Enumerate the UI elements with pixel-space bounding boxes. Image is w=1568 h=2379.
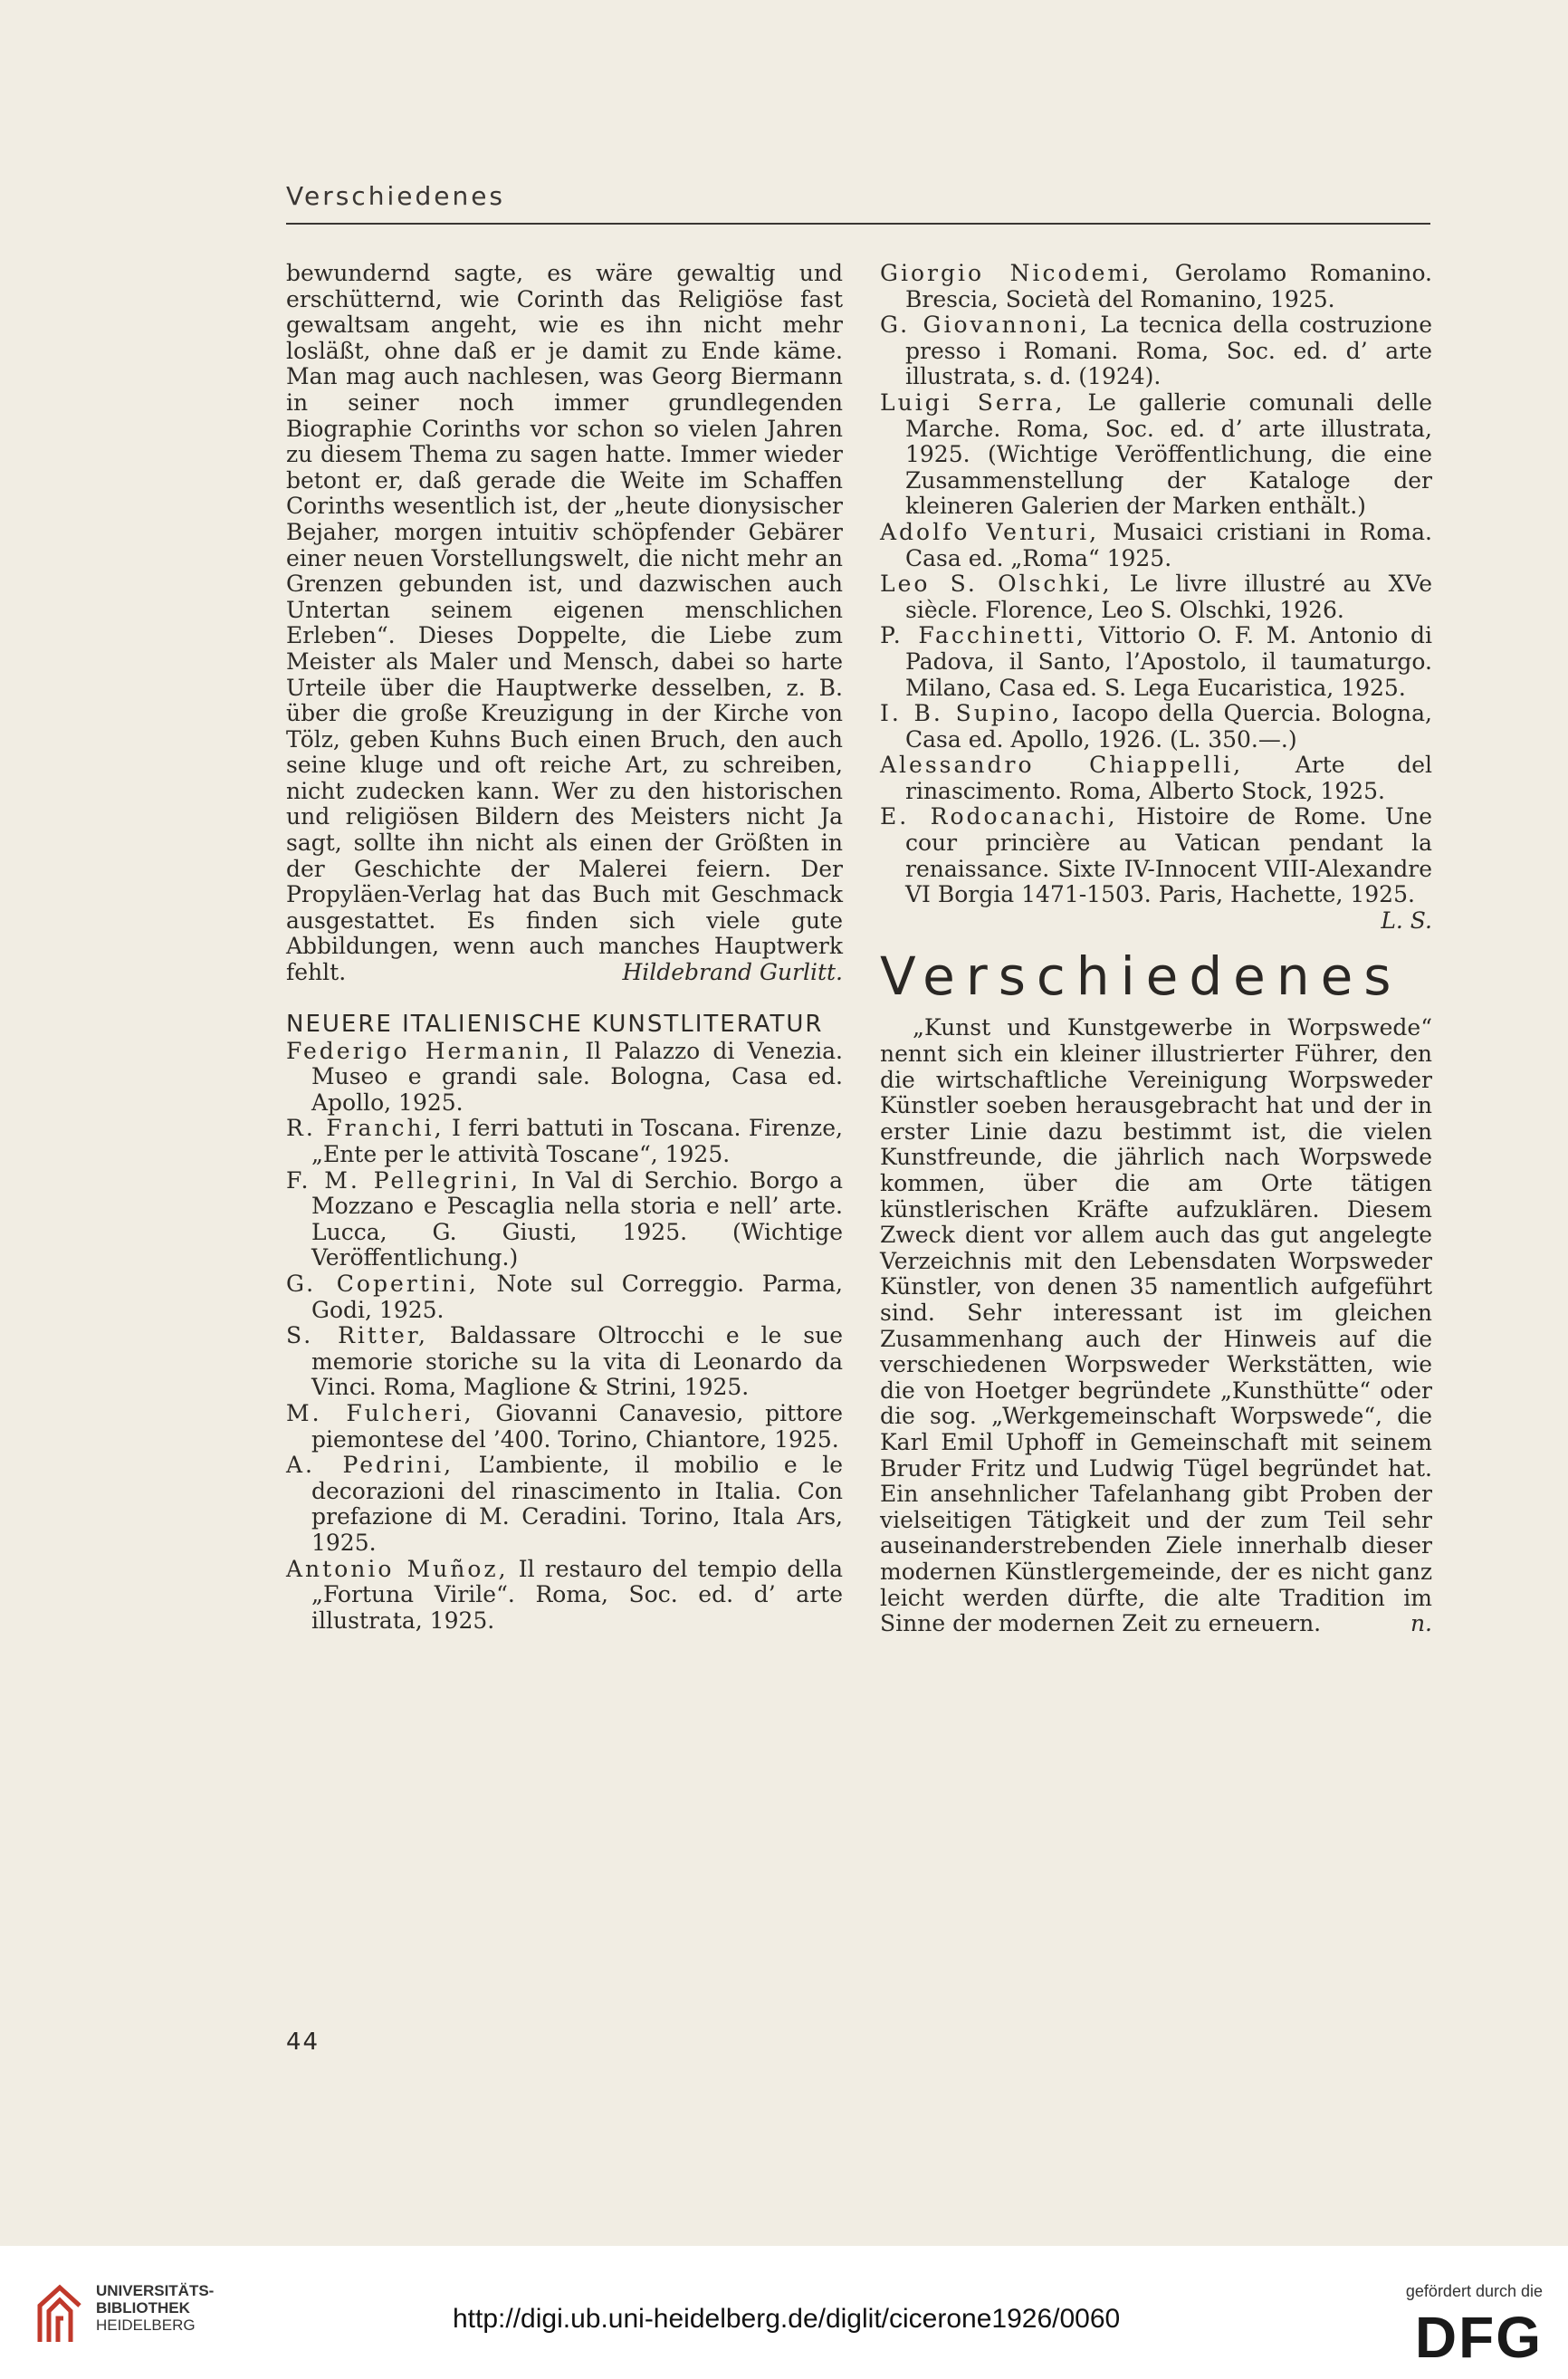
- section-heading: NEUERE ITALIENISCHE KUNSTLITERATUR: [286, 1010, 824, 1038]
- worpswede-paragraph: [880, 1015, 1432, 1636]
- bib-entry: [880, 312, 1432, 390]
- library-logo-icon: [33, 2278, 87, 2351]
- bib-text: L’ambiente, il mobilio e le decorazioni del rinascimento in Italia. Con prefazione di M. Ceradini. Torino, Itala Ars, 1925.: [311, 1452, 843, 1556]
- bib-entry: [880, 571, 1432, 623]
- bib-entry: [286, 1271, 843, 1323]
- bib-text: Giovanni Canavesio, pittore piemontese del ’400. Torino, Chiantore, 1925.: [311, 1399, 843, 1453]
- bib-author: F. M. Pellegrini,: [286, 1166, 521, 1194]
- right-column: [880, 261, 1432, 1637]
- bib-text: Arte del rinascimento. Roma, Alberto Stock, 1925.: [905, 752, 1432, 804]
- bib-signature: L. S.: [1381, 907, 1432, 934]
- bib-entry: [880, 623, 1432, 701]
- bib-author: Luigi Serra,: [880, 389, 1066, 416]
- bib-author: A. Pedrini,: [286, 1452, 454, 1479]
- bib-author: Giorgio Nicodemi,: [880, 260, 1152, 286]
- library-name: UNIVERSITÄTS- BIBLIOTHEK HEIDELBERG: [96, 2282, 215, 2334]
- bib-author: S. Ritter,: [286, 1322, 428, 1349]
- bib-text: Iacopo della Quercia. Bologna, Casa ed. Apollo, 1926. (L. 350.—.): [905, 700, 1432, 753]
- bib-text: Vittorio O. F. M. Antonio di Padova, il Santo, l’Apostolo, il taumaturgo. Milano, Casa ed. S. Lega Eucaristica, 1925.: [905, 622, 1432, 701]
- bib-entry: [880, 390, 1432, 520]
- digitization-footer: [0, 2246, 1568, 2379]
- worpswede-text: „Kunst und Kunstgewerbe in Worpswede“ nennt sich ein kleiner illustrierter Führer, den die wirtschaftliche Vereinigung Worpsweder Künstler soeben herausgebracht hat und der in erster Linie dazu bestimmt ist, die vielen Kunstfreunde, die jährlich nach Worpswede kommen, über die am Orte tätigen künstlerischen Kräfte aufzuklären. Diesem Zweck dient vor allem auch das gut angelegte Verzeichnis mit den Lebensdaten Worpsweder Künstler, von denen 35 namentlich aufgeführt sind. Sehr interessant ist im gleichen Zusammenhang auch der Hinweis auf die verschiedenen Worpsweder Werkstätten, wie die von Hoetger begründete „Kunsthütte“ oder die sog. „Werkgemeinschaft Worpswede“, die Karl Emil Uphoff in Gemeinschaft mit seinem Bruder Fritz und Ludwig Tügel begründet hat. Ein ansehnlicher Tafelanhang gibt Proben der vielseitigen Tätigkeit und der zum Teil sehr auseinanderstrebenden Ziele innerhalb dieser modernen Künstlergemeinde, der es nicht ganz leicht werden dürfte, die alte Tradition im Sinne der modernen Zeit zu erneuern.: [880, 1014, 1432, 1637]
- bib-entry: [286, 1401, 843, 1453]
- bib-text: Il Palazzo di Venezia. Museo e grandi sale. Bologna, Casa ed. Apollo, 1925.: [311, 1037, 843, 1116]
- bib-text: In Val di Serchio. Borgo a Mozzano e Pescaglia nella storia e nell’ arte. Lucca, G. Giusti, 1925. (Wichtige Veröffentlichung.): [311, 1166, 843, 1271]
- bib-text: I ferri battuti in Toscana. Firenze, „Ente per le attività Toscane“, 1925.: [311, 1115, 843, 1167]
- bib-entry: [880, 261, 1432, 312]
- worpswede-signature: n.: [1410, 1610, 1432, 1637]
- dfg-logo: DFG: [1414, 2305, 1543, 2370]
- review-signature: Hildebrand Gurlitt.: [622, 959, 843, 986]
- bib-author: I. B. Supino,: [880, 700, 1062, 727]
- bib-text: Note sul Correggio. Parma, Godi, 1925.: [311, 1270, 843, 1323]
- bib-text: Gerolamo Romanino. Brescia, Società del Romanino, 1925.: [905, 260, 1433, 312]
- bib-text: Musaici cristiani in Roma. Casa ed. „Roma“ 1925.: [905, 518, 1432, 571]
- bib-text: Histoire de Rome. Une cour princière au Vatican pendant la renaissance. Sixte IV-Innocent VIII-Alexandre VI Borgia 1471-1503. Paris, Hachette, 1925.: [905, 803, 1433, 908]
- bib-entry: [286, 1557, 843, 1635]
- bib-text: Le gallerie comunali delle Marche. Roma, Soc. ed. d’ arte illustrata, 1925. (Wichtige Veröffentlichung, die eine Zusammenstellung der Kataloge der kleineren Galerien der Marken enthält.): [905, 389, 1433, 520]
- bib-entry: [880, 520, 1432, 571]
- header-rule: [286, 223, 1430, 225]
- permalink-url[interactable]: http://digi.ub.uni-heidelberg.de/diglit/cicerone1926/0060: [453, 2304, 1121, 2334]
- bibliography-list-left: [286, 1039, 843, 1635]
- left-column: [286, 261, 843, 1634]
- page-number: 44: [286, 2029, 320, 2056]
- bib-author: R. Franchi,: [286, 1115, 445, 1142]
- section-title-verschiedenes: Verschiedenes: [880, 945, 1402, 1008]
- bib-text: Baldassare Oltrocchi e le sue memorie storiche su la vita di Leonardo da Vinci. Roma, Maglione & Strini, 1925.: [311, 1322, 843, 1401]
- bib-text: La tecnica della costruzione presso i Romani. Roma, Soc. ed. d’ arte illustrata, s. d. (1924).: [905, 312, 1432, 390]
- bib-entry: [286, 1453, 843, 1556]
- bib-entry: [286, 1323, 843, 1401]
- bib-entry: [286, 1116, 843, 1167]
- bib-entry: [880, 753, 1432, 804]
- bib-entry: [286, 1039, 843, 1117]
- review-paragraph: [286, 261, 843, 986]
- funding-note: gefördert durch die: [1405, 2282, 1543, 2300]
- running-head: Verschiedenes: [286, 181, 506, 211]
- bibliography-list-right: [880, 261, 1432, 934]
- bib-entry: [880, 701, 1432, 753]
- review-text: bewundernd sagte, es wäre gewaltig und erschütternd, wie Corinth das Religiöse fast gewaltsam angeht, wie es ihn nicht mehr losläßt, ohne daß er je damit zu Ende käme. Man mag auch nachlesen, was Georg Biermann in seiner noch immer grundlegenden Biographie Corinths vor schon so vielen Jahren zu diesem Thema zu sagen hatte. Immer wieder betont er, daß gerade die Weite im Schaffen Corinths wesentlich ist, der „heute dionysischer Bejaher, morgen intuitiv schöpfender Gebärer einer neuen Vorstellungswelt, die nicht mehr an Grenzen gebunden ist, und dazwischen auch Untertan seinem eigenen menschlichen Erleben“. Dieses Doppelte, die Liebe zum Meister als Maler und Mensch, dabei so harte Urteile über die Hauptwerke desselben, z. B. über die große Kreuzigung in der Kirche von Tölz, geben Kuhns Buch einen Bruch, den auch seine kluge und oft reiche Art, zu schreiben, nicht zudecken kann. Wer zu den historischen und religiösen Bildern des Meisters nicht Ja sagt, sollte ihn nicht als einen der Größten in der Geschichte der Malerei feiern. Der Propyläen-Verlag hat das Buch mit Geschmack ausgestattet. Es finden sich viele gute Abbildungen, wenn auch manches Hauptwerk fehlt.: [286, 260, 843, 986]
- bib-entry: [286, 1168, 843, 1271]
- bib-author: Leo S. Olschki,: [880, 571, 1113, 598]
- bib-author: Federigo Hermanin,: [286, 1037, 573, 1064]
- bib-author: G. Copertini,: [286, 1270, 479, 1297]
- bib-author: G. Giovannoni,: [880, 312, 1090, 339]
- bib-text: Le livre illustré au XVe siècle. Florence, Leo S. Olschki, 1926.: [905, 571, 1433, 623]
- bib-author: Antonio Muñoz,: [286, 1555, 509, 1582]
- bib-text: Il restauro del tempio della „Fortuna Virile“. Roma, Soc. ed. d’ arte illustrata, 1925.: [311, 1555, 843, 1634]
- bib-entry: [880, 804, 1432, 934]
- bib-author: Alessandro Chiappelli,: [880, 752, 1244, 779]
- bib-author: M. Fulcheri,: [286, 1399, 474, 1426]
- bib-author: E. Rodocanachi,: [880, 803, 1118, 830]
- bib-author: Adolfo Venturi,: [880, 518, 1100, 545]
- bib-author: P. Facchinetti,: [880, 622, 1086, 649]
